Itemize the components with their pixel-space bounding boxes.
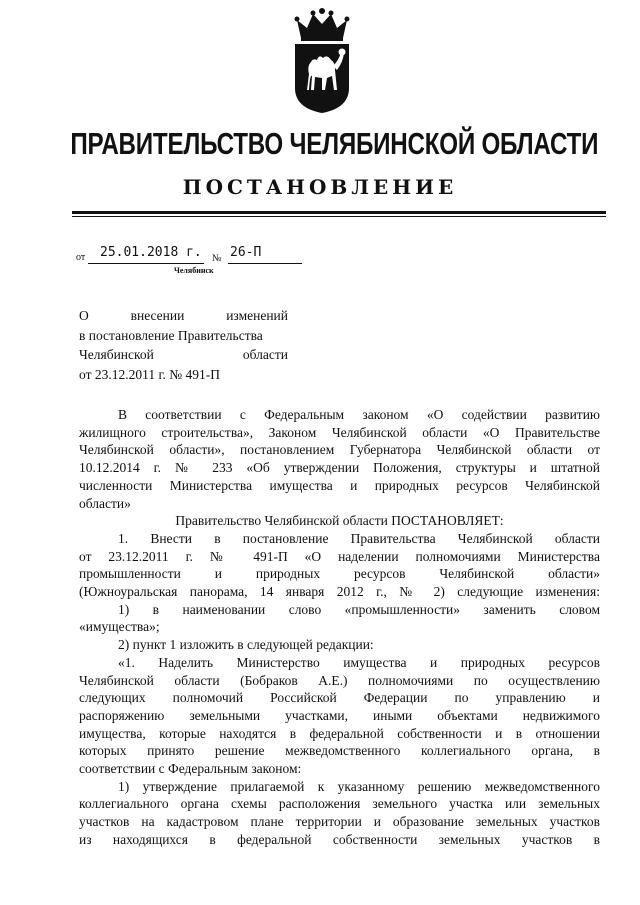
body-line: соответствии с Федеральным законом: <box>79 761 302 777</box>
body-line: из находящихся в федеральной собственности земельных участков в <box>79 831 600 847</box>
document-date: 25.01.2018 г. <box>100 245 202 260</box>
body-line: В соответствии с Федеральным законом «О содействии развитию <box>118 407 600 422</box>
document-body <box>79 406 600 849</box>
body-line: которых принято решение межведомственного коллегиального органа, в <box>79 743 600 759</box>
body-line: численности Министерства имущества и природных ресурсов Челябинской <box>79 477 600 493</box>
body-line: 10.12.2014 г. № 233 «Об утверждении Положения, структуры и штатной <box>79 460 600 476</box>
body-line: «имущества»; <box>79 619 160 635</box>
subject-line: Челябинской области <box>79 347 288 362</box>
body-line: «1. Наделить Министерство имущества и природных ресурсов <box>118 654 600 670</box>
body-line: 1. Внести в постановление Правительства Челябинской области <box>118 530 600 546</box>
body-line: 1) в наименовании слово «промышленности» заменить словом <box>118 601 600 617</box>
body-line: жилищного строительства», Законом Челябинской области «О Правительстве <box>79 424 600 440</box>
header-rule-thick <box>72 211 606 214</box>
body-line: имущества, которые находятся в федеральной собственности и в отношении <box>79 725 600 741</box>
city-name: Челябинск <box>174 266 214 275</box>
document-type: ПОСТАНОВЛЕНИЕ <box>182 175 458 199</box>
body-line: (Южноуральская панорама, 14 января 2012 г., № 2) следующие изменения: <box>79 584 600 600</box>
body-line: промышленности и природных ресурсов Челябинской области» <box>79 566 600 582</box>
body-line: 2) пункт 1 изложить в следующей редакции: <box>118 637 374 653</box>
subject-line: от 23.12.2011 г. № 491-П <box>79 366 220 382</box>
government-title: ПРАВИТЕЛЬСТВО ЧЕЛЯБИНСКОЙ ОБЛАСТИ <box>70 126 599 161</box>
document-subject <box>79 306 288 384</box>
body-line: Челябинской области (Бобраков А.Е.) полномочиями по осуществлению <box>79 672 600 688</box>
body-line: области» <box>79 495 131 511</box>
body-line: распоряжению земельными участками, иными объектами недвижимого <box>79 707 600 723</box>
body-line: 1) утверждение прилагаемой к указанному решению межведомственного <box>118 778 600 794</box>
subject-line: О внесении изменений <box>79 308 288 323</box>
header-rule-thin <box>72 216 606 217</box>
body-line: Челябинской области», постановлением Губернатора Челябинской области от <box>79 442 600 458</box>
number-underline <box>228 263 302 264</box>
number-label: № <box>212 253 222 264</box>
body-line: Правительство Челябинской области ПОСТАНОВЛЯЕТ: <box>175 513 504 529</box>
date-label: от <box>76 252 86 263</box>
body-line: участков на кадастровом плане территории и образование земельных участков <box>79 814 600 830</box>
body-line: следующих полномочий Российской Федерации по управлению и <box>79 690 600 706</box>
coat-of-arms-icon <box>287 8 357 114</box>
body-line: от 23.12.2011 г. № 491-П «О наделении полномочиями Министерства <box>79 548 600 564</box>
date-underline <box>88 263 204 264</box>
body-line: коллегиального органа схемы расположения земельного участка или земельных <box>79 796 600 812</box>
document-number: 26-П <box>230 245 262 260</box>
subject-line: в постановление Правительства <box>79 327 263 343</box>
